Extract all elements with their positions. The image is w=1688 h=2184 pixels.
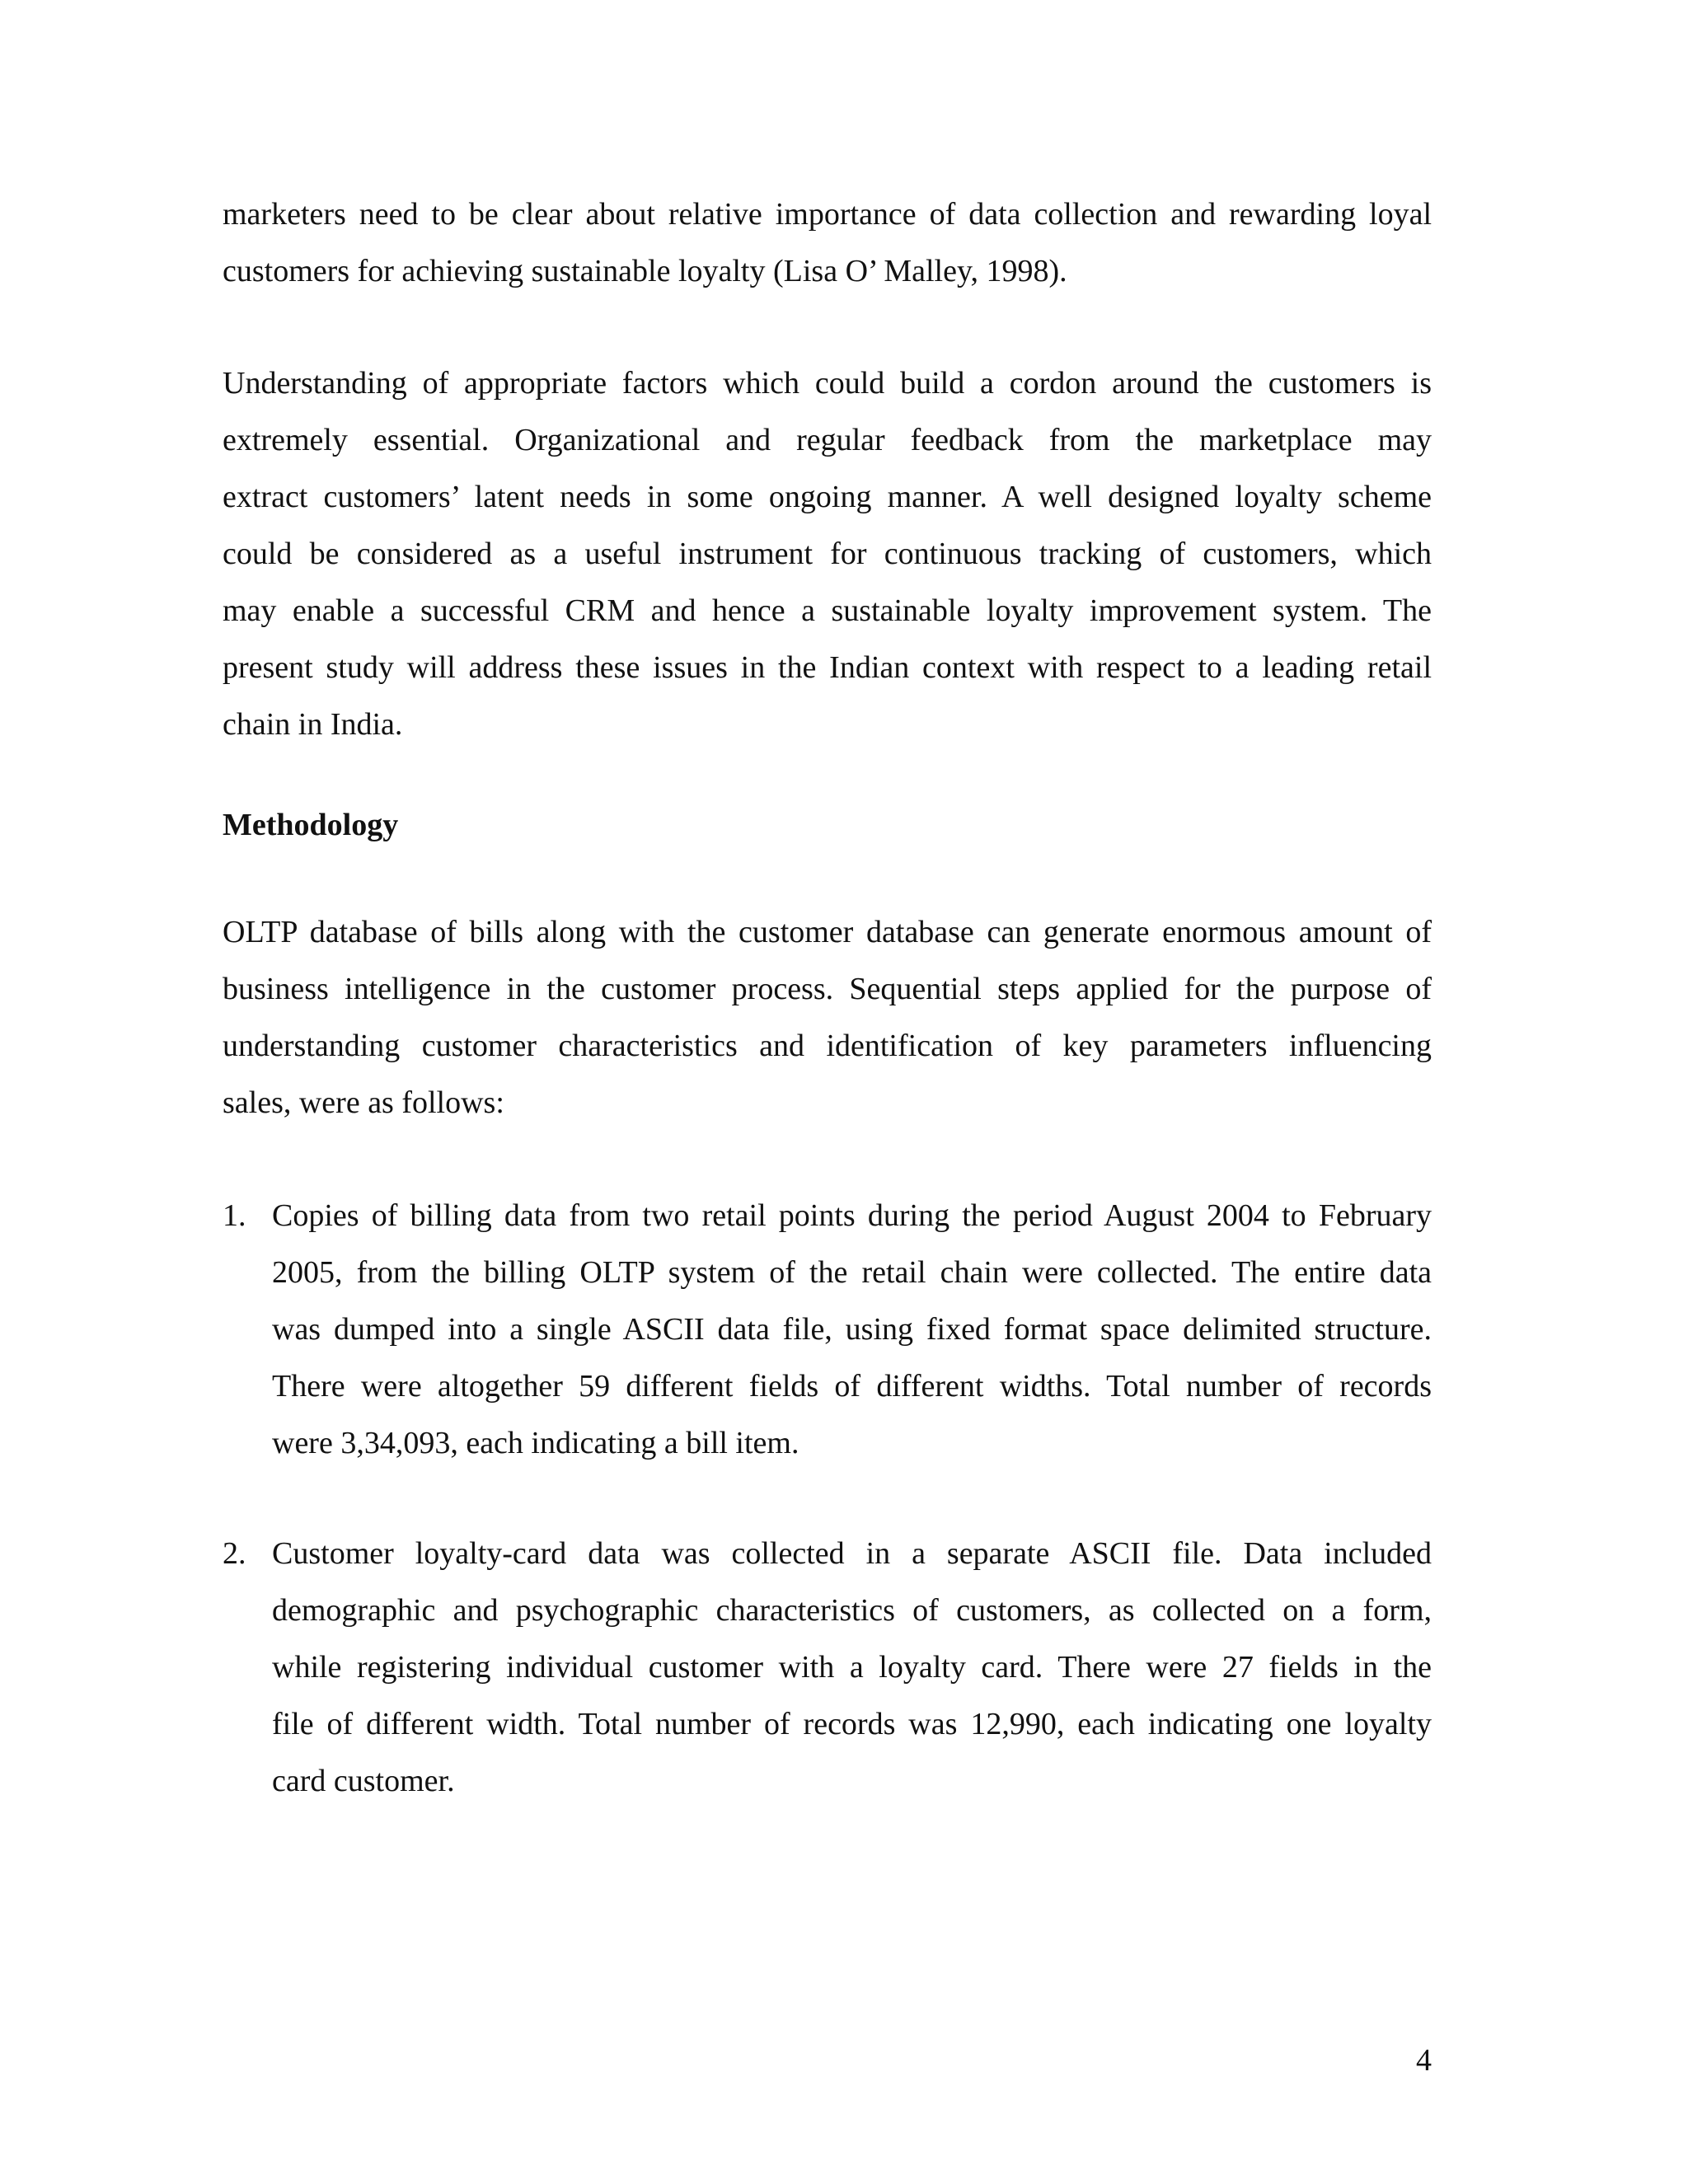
text-line: were 3,34,093, each indicating a bill item. [272,1426,799,1460]
text-line: 2005, from the billing OLTP system of the retail chain were collected. The entire data [272,1255,1432,1290]
paragraph-continuation [223,186,1432,300]
text-line: file of different width. Total number of records was 12,990, each indicating one loyalty [272,1707,1432,1741]
list-number: 2. [223,1536,246,1571]
list-item-body [272,1526,1432,1810]
text-line: may enable a successful CRM and hence a sustainable loyalty improvement system. The [223,593,1432,628]
text-line: could be considered as a useful instrument for continuous tracking of customers, which [223,537,1432,571]
text-line: extract customers’ latent needs in some ongoing manner. A well designed loyalty scheme [223,480,1432,514]
text-line: demographic and psychographic characteristics of customers, as collected on a form, [272,1593,1432,1628]
text-line: sales, were as follows: [223,1085,504,1120]
text-line: while registering individual customer with a loyalty card. There were 27 fields in the [272,1650,1432,1685]
text-line: marketers need to be clear about relative importance of data collection and rewarding loyal [223,197,1432,232]
text-line: Copies of billing data from two retail points during the period August 2004 to February [272,1198,1432,1233]
text-line: card customer. [272,1764,455,1798]
list-item-body [272,1188,1432,1472]
text-line: was dumped into a single ASCII data file, using fixed format space delimited structure. [272,1312,1432,1347]
text-line: chain in India. [223,707,403,742]
paragraph-understanding [223,355,1432,753]
list-number: 1. [223,1198,246,1233]
text-line: OLTP database of bills along with the customer database can generate enormous amount of [223,915,1432,949]
text-line: There were altogether 59 different fields of different widths. Total number of records [272,1369,1432,1404]
text-line: understanding customer characteristics and identification of key parameters influencing [223,1029,1432,1063]
text-line: extremely essential. Organizational and regular feedback from the marketplace may [223,423,1432,457]
paragraph-oltp [223,904,1432,1132]
section-heading: Methodology [223,808,399,842]
text-line: business intelligence in the customer process. Sequential steps applied for the purpose of [223,972,1432,1006]
page-number: 4 [1416,2043,1432,2078]
text-line: present study will address these issues in the Indian context with respect to a leading retail [223,650,1432,685]
text-line: customers for achieving sustainable loyalty (Lisa O’ Malley, 1998). [223,254,1067,288]
text-line: Understanding of appropriate factors which could build a cordon around the customers is [223,366,1432,401]
text-line: Customer loyalty-card data was collected in a separate ASCII file. Data included [272,1536,1432,1571]
